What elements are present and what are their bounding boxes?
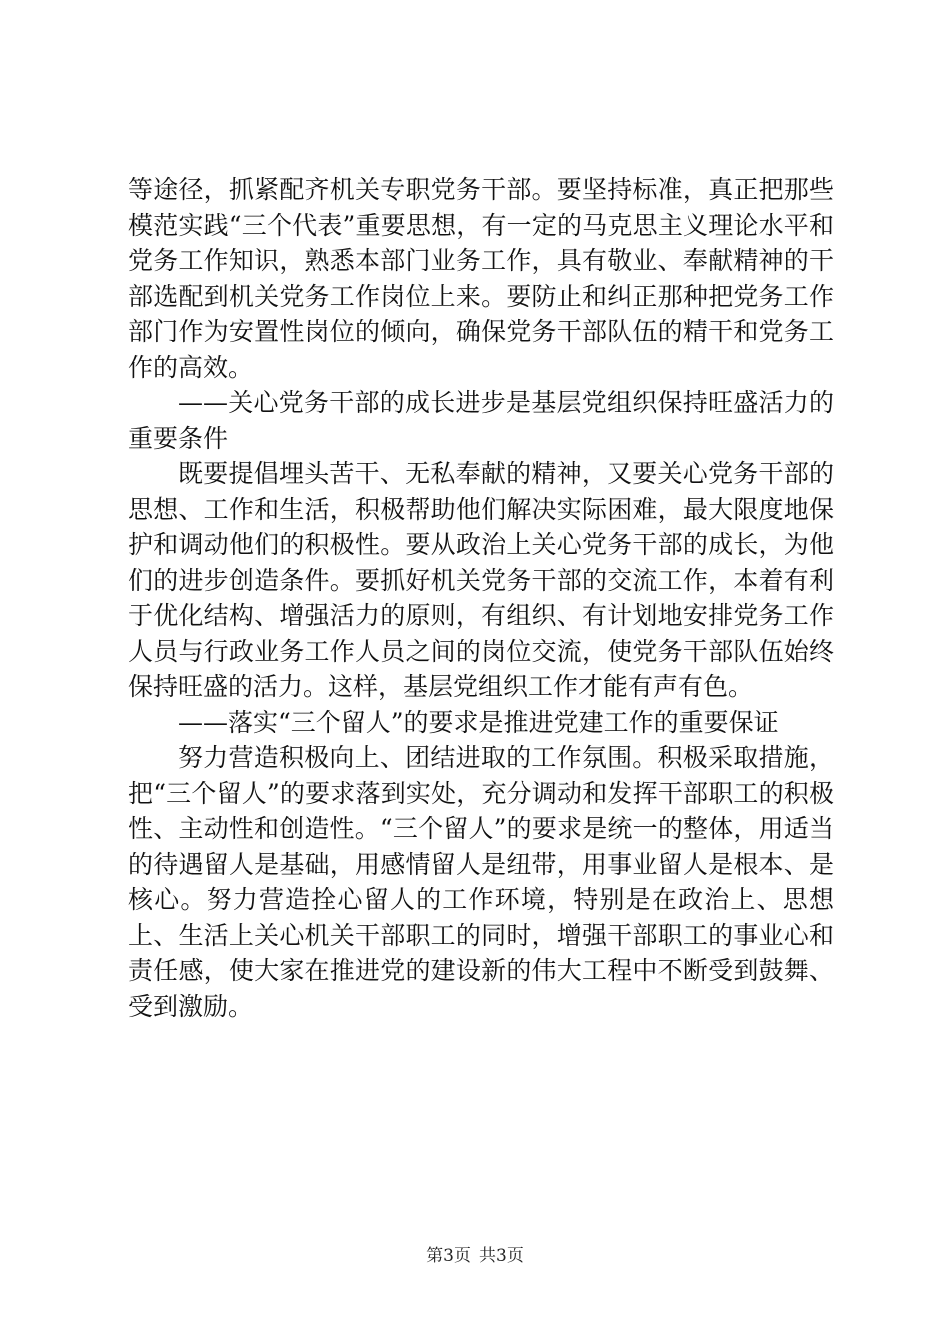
section-heading-2: ——落实“三个留人”的要求是推进党建工作的重要保证 xyxy=(178,707,779,737)
page-body xyxy=(128,172,834,1024)
paragraph-3: 努力营造积极向上、团结进取的工作氛围。积极采取措施，把“三个留人”的要求落到实处，充分调动和发挥干部职工的积极性、主动性和创造性。“三个留人”的要求是统一的整体，用适当的待遇留人是基础，用感情留人是纽带，用事业留人是根本、是核心。努力营造拴心留人的工作环境，特别是在政治上、思想上、生活上关心机关干部职工的同时，增强干部职工的事业心和责任感，使大家在推进党的建设新的伟大工程中不断受到鼓舞、受到激励。 xyxy=(128,743,834,1021)
paragraph-2: 既要提倡埋头苦干、无私奉献的精神，又要关心党务干部的思想、工作和生活，积极帮助他们解决实际困难，最大限度地保护和调动他们的积极性。要从政治上关心党务干部的成长，为他们的进步创造条件。要抓好机关党务干部的交流工作，本着有利于优化结构、增强活力的原则，有组织、有计划地安排党务工作人员与行政业务工作人员之间的岗位交流，使党务干部队伍始终保持旺盛的活力。这样，基层党组织工作才能有声有色。 xyxy=(128,459,834,701)
paragraph-1: 等途径，抓紧配齐机关专职党务干部。要坚持标准，真正把那些模范实践“三个代表”重要思想，有一定的马克思主义理论水平和党务工作知识，熟悉本部门业务工作，具有敬业、奉献精神的干部选配到机关党务工作岗位上来。要防止和纠正那种把党务工作部门作为安置性岗位的倾向，确保党务干部队伍的精干和党务工作的高效。 xyxy=(128,175,834,382)
page-footer xyxy=(0,1245,950,1267)
section-heading-1: ——关心党务干部的成长进步是基层党组织保持旺盛活力的重要条件 xyxy=(128,388,834,453)
total-pages: 共3页 xyxy=(479,1246,524,1266)
page-number: 第3页 xyxy=(426,1246,471,1266)
